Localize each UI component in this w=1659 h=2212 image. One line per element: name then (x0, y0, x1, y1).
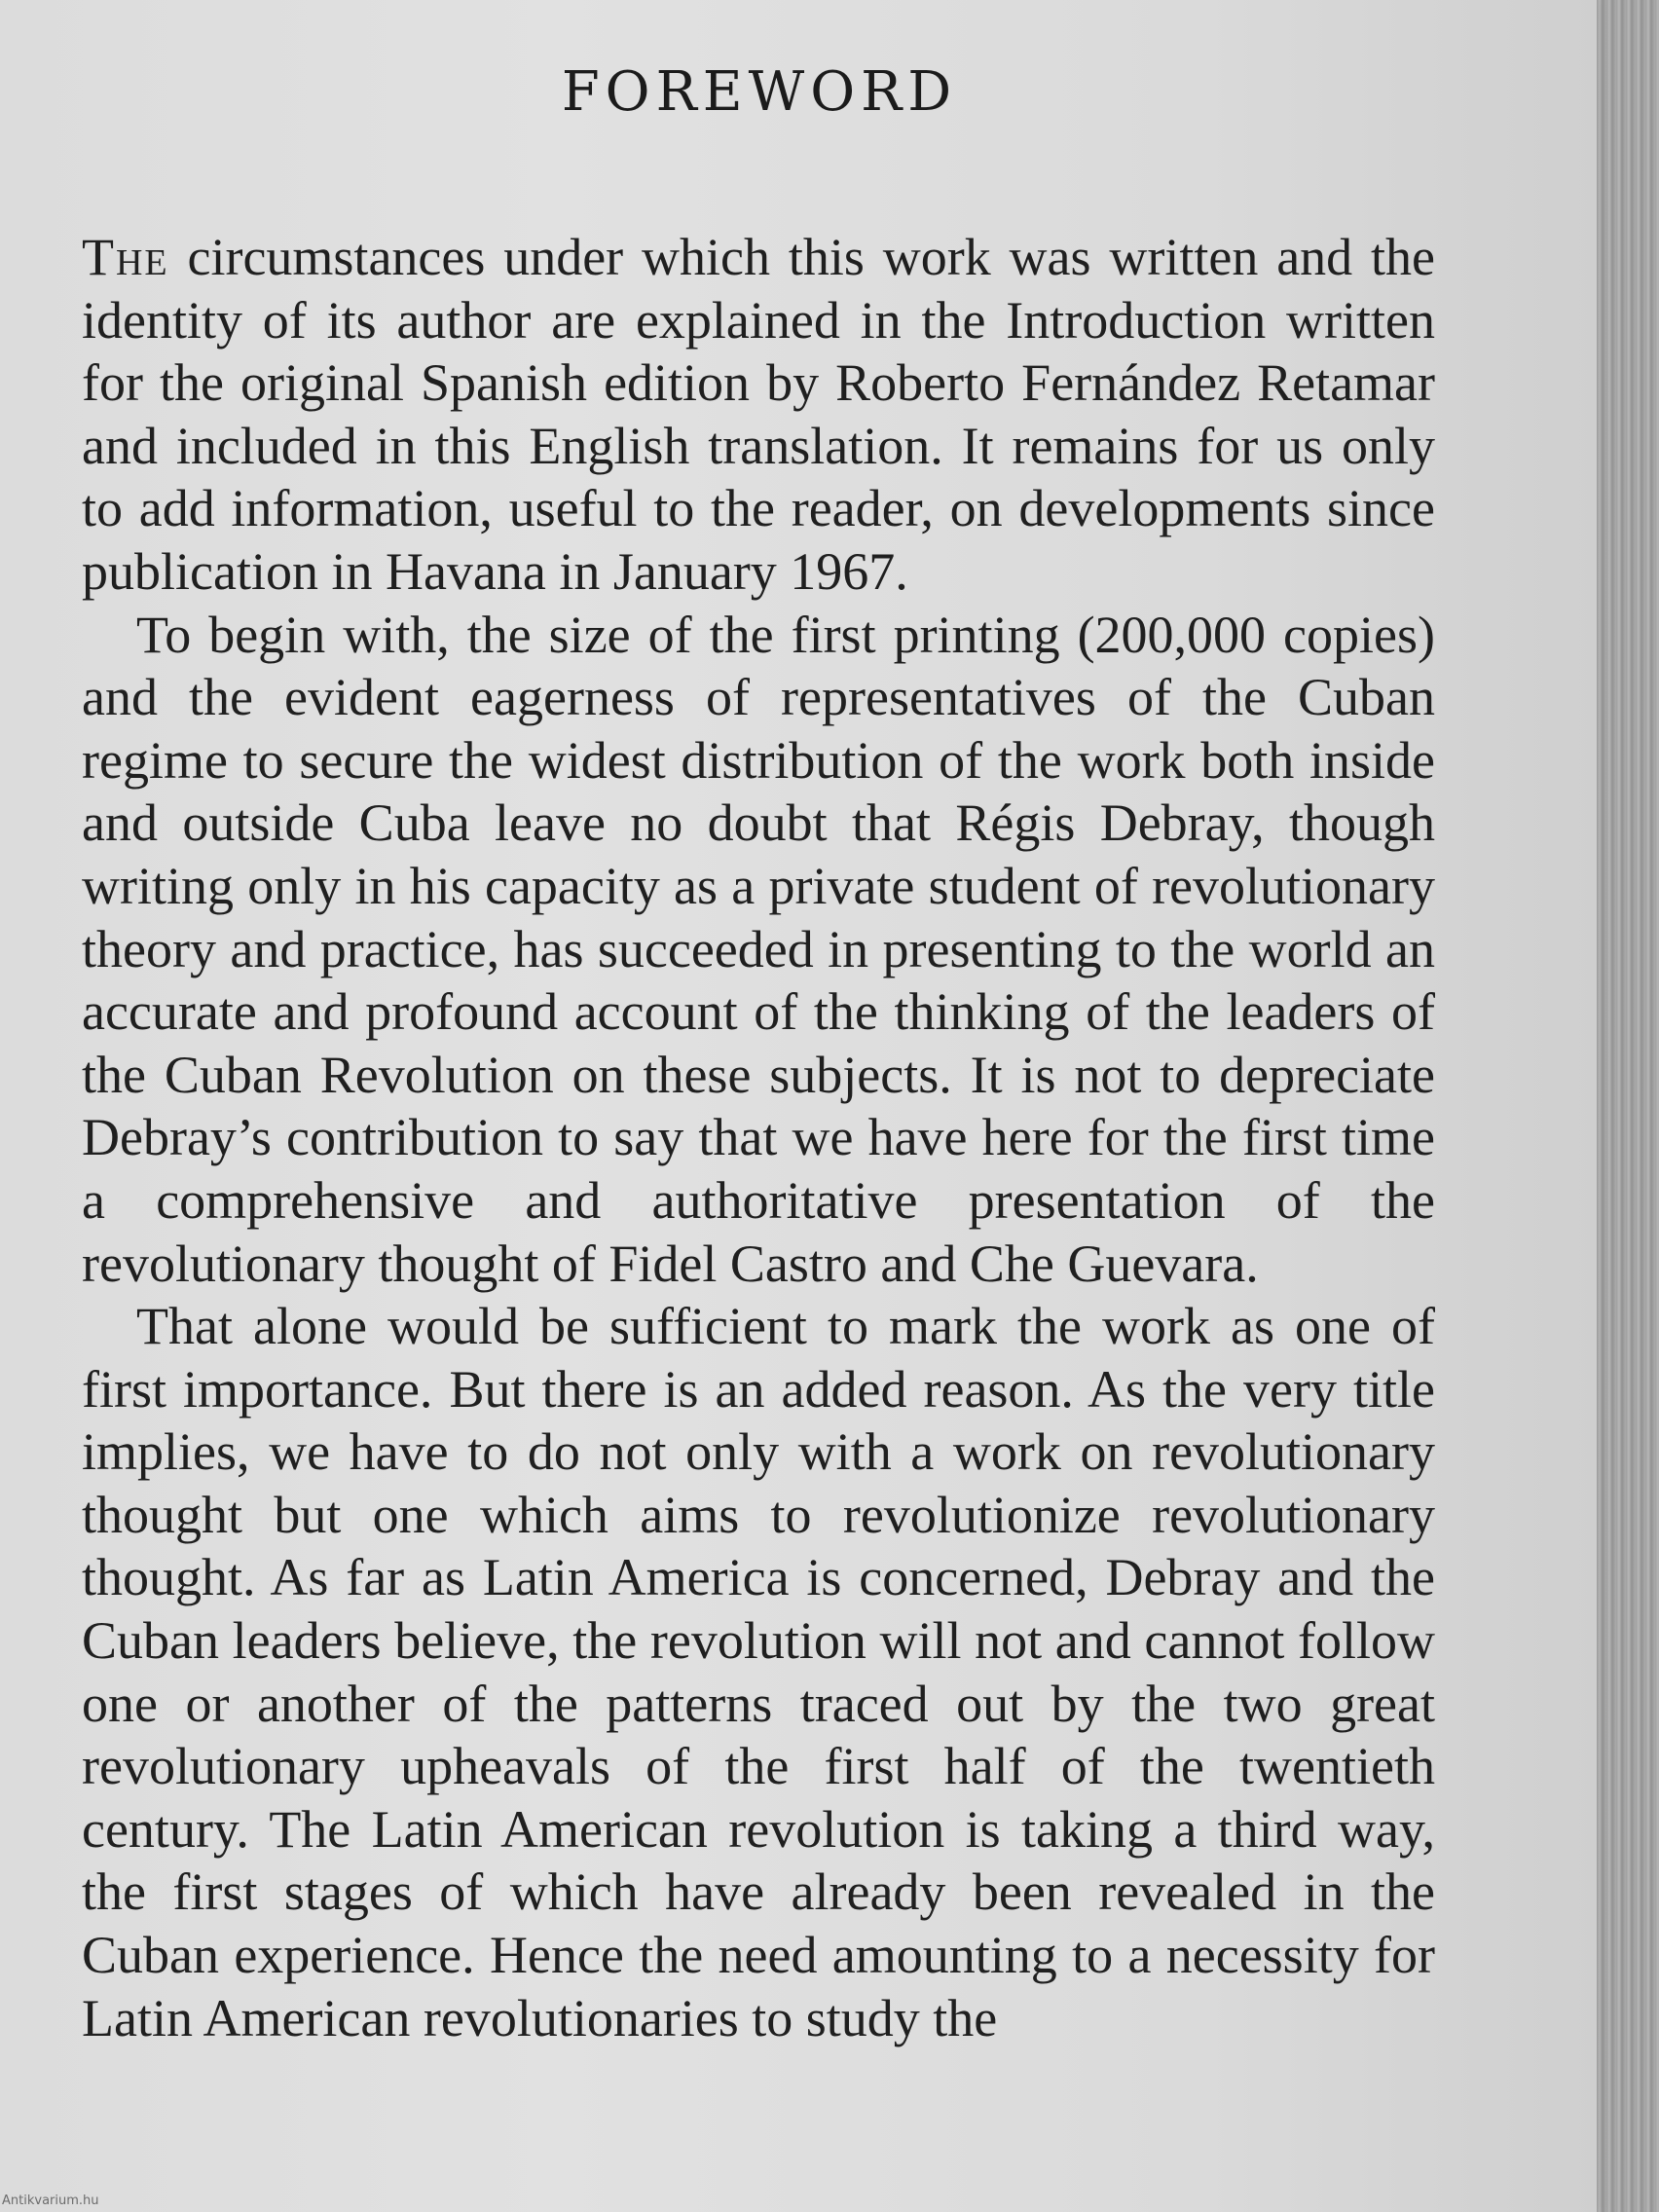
paragraph-text: circumstances under which this work was written and the identity of its author are explained in the Introduction written for the original Spanish edition by Roberto Fernández Retamar and included in this English translation. It remains for us only to add information, useful to the reader, on developments since publication in Havana in January 1967. (82, 228, 1435, 601)
paragraph-3: That alone would be sufficient to mark the work as one of first importance. But there is an added reason. As the very title implies, we have to do not only with a work on revolutionary thought but one which aims to revolutionize revolutionary thought. As far as Latin America is concerned, Debray and the Cuban leaders believe, the revolution will not and cannot follow one or another of the patterns traced out by the two great revolutionary upheavals of the first half of the twentieth century. The Latin American revolution is taking a third way, the first stages of which have already been revealed in the Cuban experience. Hence the need amounting to a necessity for Latin American revolutionaries to study the (82, 1297, 1435, 2047)
watermark: Antikvarium.hu (2, 2194, 99, 2208)
page-title: FOREWORD (561, 60, 958, 124)
book-binding-edge (1597, 0, 1659, 2212)
paragraph-lead: The (82, 228, 169, 286)
paragraph-1 (82, 226, 1435, 604)
foreword-body (82, 226, 1435, 2049)
paragraph-2: To begin with, the size of the first printing (200,000 copies) and the evident eagerness of representatives of the Cuban regime to secure the widest distribution of the work both inside and outside Cuba leave no doubt that Régis Debray, though writing only in his capacity as a private student of revolutionary theory and practice, has succeeded in presenting to the world an accurate and profound account of the thinking of the leaders of the Cuban Revolution on these subjects. It is not to depreciate Debray’s contribution to say that we have here for the first time a comprehensive and authoritative presentation of the revolutionary thought of Fidel Castro and Che Guevara. (82, 605, 1435, 1293)
